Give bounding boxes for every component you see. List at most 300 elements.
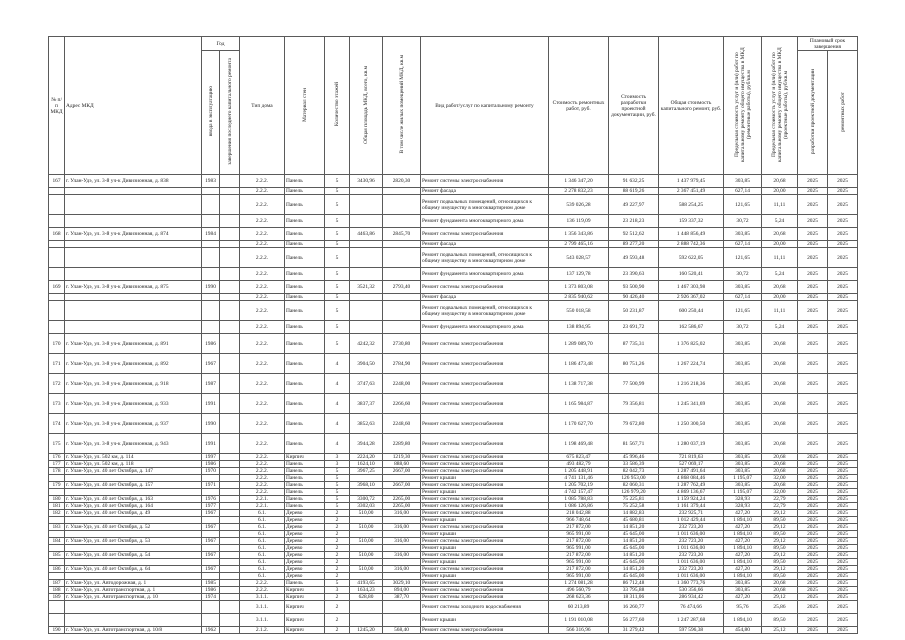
cell-year-commissioned: 1967 bbox=[202, 552, 220, 559]
cell-house-type: 2.1.2. bbox=[240, 627, 285, 634]
cell-residential-area: 2248,00 bbox=[383, 374, 421, 394]
cell-no: 179 bbox=[49, 482, 65, 489]
cell-work-type: Ремонт системы электроснабжения bbox=[421, 482, 549, 489]
cell-year-commissioned: 1987 bbox=[202, 374, 220, 394]
cell-max-cost-design: 20,00 bbox=[762, 188, 798, 195]
header-max-cost-sqm-text: Предельная стоимость услуг и (или) работ по капитальному ремонту общего имущества в МКД (ремонтные работы), руб/кв.м bbox=[733, 47, 752, 162]
cell-total-area: 510,00 bbox=[350, 538, 383, 545]
cell-max-cost-design: 20,68 bbox=[762, 461, 798, 468]
cell-design-cost: 75 252,58 bbox=[609, 503, 659, 510]
cell-year-commissioned bbox=[202, 475, 220, 482]
header-max-cost-design-text: Предельная стоимость услуг и (или) работ по капитальному ремонту общего имущества в МКД (проектные работы), руб/кв.м bbox=[770, 47, 789, 162]
cell-work-type: Ремонт крыши bbox=[421, 531, 549, 538]
cell-max-cost-sqm: 121,65 bbox=[724, 195, 762, 215]
cell-floors: 5 bbox=[325, 195, 350, 215]
table-row bbox=[49, 573, 858, 580]
cell-year-commissioned: 1991 bbox=[202, 394, 220, 414]
cell-total-area: 628,80 bbox=[350, 594, 383, 601]
cell-year-last-repair bbox=[220, 321, 240, 334]
cell-term-design: 2025 bbox=[798, 374, 828, 394]
cell-total-cost: 159 337,32 bbox=[659, 215, 724, 228]
cell-total-cost: 1 360 773,76 bbox=[659, 580, 724, 587]
table-row bbox=[49, 434, 858, 454]
cell-total-cost: 527 069,17 bbox=[659, 461, 724, 468]
table-row bbox=[49, 614, 858, 627]
cell-work-type: Ремонт фасада bbox=[421, 241, 549, 248]
cell-work-type: Ремонт крыши bbox=[421, 475, 549, 482]
cell-floors: 5 bbox=[325, 503, 350, 510]
cell-max-cost-design: 20,68 bbox=[762, 281, 798, 294]
cell-term-design: 2025 bbox=[798, 482, 828, 489]
cell-year-commissioned: 1986 bbox=[202, 461, 220, 468]
cell-repair-cost: 1 138 717,38 bbox=[549, 374, 609, 394]
cell-house-type: 6.1. bbox=[240, 538, 285, 545]
cell-no: 174 bbox=[49, 414, 65, 434]
cell-max-cost-design: 11,11 bbox=[762, 195, 798, 215]
cell-max-cost-sqm: 328,93 bbox=[724, 503, 762, 510]
cell-no: 190 bbox=[49, 627, 65, 634]
cell-floors: 2 bbox=[325, 517, 350, 524]
cell-residential-area: 2793,40 bbox=[383, 281, 421, 294]
cell-design-cost: 33 795,88 bbox=[609, 587, 659, 594]
cell-total-area bbox=[350, 614, 383, 627]
cell-total-area: 3852,63 bbox=[350, 414, 383, 434]
cell-house-type: 6.1. bbox=[240, 573, 285, 580]
cell-term-repair: 2025 bbox=[828, 268, 858, 281]
cell-house-type: 2.2.2. bbox=[240, 228, 285, 241]
cell-year-commissioned: 1967 bbox=[202, 524, 220, 531]
cell-term-design: 2025 bbox=[798, 294, 828, 301]
cell-total-area bbox=[350, 559, 383, 566]
cell-address: г. Улан-Удэ, ул. 40 лет Октября, д. 147 bbox=[65, 468, 202, 475]
cell-address bbox=[65, 517, 202, 524]
cell-total-cost: 1 448 856,49 bbox=[659, 228, 724, 241]
cell-term-design: 2025 bbox=[798, 538, 828, 545]
cell-max-cost-sqm: 303,85 bbox=[724, 374, 762, 394]
cell-total-area bbox=[350, 531, 383, 538]
cell-term-repair: 2025 bbox=[828, 248, 858, 268]
cell-year-last-repair bbox=[220, 594, 240, 601]
table-row bbox=[49, 248, 858, 268]
cell-max-cost-design: 20,68 bbox=[762, 374, 798, 394]
cell-term-design: 2025 bbox=[798, 215, 828, 228]
table-row bbox=[49, 468, 858, 475]
cell-floors: 5 bbox=[325, 268, 350, 281]
cell-total-area: 4463,86 bbox=[350, 228, 383, 241]
cell-max-cost-design: 29,12 bbox=[762, 524, 798, 531]
cell-wall-material: Панель bbox=[285, 496, 325, 503]
cell-total-area: 4242,32 bbox=[350, 334, 383, 354]
cell-max-cost-design: 20,68 bbox=[762, 468, 798, 475]
cell-house-type: 2.2.2. bbox=[240, 580, 285, 587]
cell-total-area: 1624,10 bbox=[350, 461, 383, 468]
cell-repair-cost: 539 026,28 bbox=[549, 195, 609, 215]
cell-max-cost-sqm: 303,85 bbox=[724, 175, 762, 188]
cell-max-cost-sqm: 427,20 bbox=[724, 510, 762, 517]
cell-design-cost: 45 645,00 bbox=[609, 531, 659, 538]
cell-residential-area bbox=[383, 545, 421, 552]
cell-year-last-repair bbox=[220, 510, 240, 517]
cell-term-repair: 2025 bbox=[828, 496, 858, 503]
cell-design-cost: 14 882,83 bbox=[609, 510, 659, 517]
cell-total-cost: 1 216 218,36 bbox=[659, 374, 724, 394]
cell-no: 187 bbox=[49, 580, 65, 587]
cell-work-type: Ремонт системы электроснабжения bbox=[421, 374, 549, 394]
cell-max-cost-sqm: 427,20 bbox=[724, 552, 762, 559]
cell-term-repair: 2025 bbox=[828, 489, 858, 496]
cell-repair-cost: 675 823,47 bbox=[549, 454, 609, 461]
cell-work-type: Ремонт крыши bbox=[421, 489, 549, 496]
cell-max-cost-design: 29,12 bbox=[762, 566, 798, 573]
cell-max-cost-sqm: 303,85 bbox=[724, 394, 762, 414]
cell-year-commissioned: 1997 bbox=[202, 454, 220, 461]
cell-residential-area: 888,60 bbox=[383, 461, 421, 468]
cell-total-area bbox=[350, 268, 383, 281]
cell-max-cost-design: 89,50 bbox=[762, 517, 798, 524]
cell-term-repair: 2025 bbox=[828, 601, 858, 614]
cell-term-repair: 2025 bbox=[828, 241, 858, 248]
cell-address bbox=[65, 573, 202, 580]
header-year-commissioned-text: ввода в эксплуатацию bbox=[207, 86, 214, 137]
cell-repair-cost: 217 872,00 bbox=[549, 524, 609, 531]
cell-work-type: Ремонт системы электроснабжения bbox=[421, 510, 549, 517]
cell-house-type: 6.1. bbox=[240, 517, 285, 524]
cell-year-last-repair bbox=[220, 248, 240, 268]
cell-work-type: Ремонт системы электроснабжения bbox=[421, 454, 549, 461]
header-year-commissioned bbox=[202, 51, 220, 175]
cell-floors: 4 bbox=[325, 394, 350, 414]
cell-year-commissioned: 1971 bbox=[202, 482, 220, 489]
cell-repair-cost: 1 373 803,08 bbox=[549, 281, 609, 294]
header-max-cost-design bbox=[762, 37, 798, 175]
cell-residential-area: 2784,90 bbox=[383, 354, 421, 374]
cell-wall-material: Панель bbox=[285, 301, 325, 321]
cell-wall-material: Панель bbox=[285, 294, 325, 301]
cell-wall-material: Панель bbox=[285, 268, 325, 281]
cell-address bbox=[65, 531, 202, 538]
cell-year-last-repair bbox=[220, 580, 240, 587]
header-no: № п/п МКД bbox=[49, 37, 65, 175]
cell-house-type: 2.2.2. bbox=[240, 294, 285, 301]
header-term-design bbox=[798, 51, 828, 175]
cell-repair-cost: 1 289 089,70 bbox=[549, 334, 609, 354]
cell-term-repair: 2025 bbox=[828, 354, 858, 374]
cell-house-type: 2.2.2. bbox=[240, 175, 285, 188]
cell-residential-area: 568,40 bbox=[383, 627, 421, 634]
cell-house-type: 6.1. bbox=[240, 510, 285, 517]
cell-address: г. Улан-Удэ, ул. Автодорожная, д. 1 bbox=[65, 580, 202, 587]
cell-max-cost-design: 20,00 bbox=[762, 241, 798, 248]
cell-year-commissioned: 1984 bbox=[202, 228, 220, 241]
cell-work-type: Ремонт фундамента многоквартирного дома bbox=[421, 215, 549, 228]
cell-total-area bbox=[350, 573, 383, 580]
cell-max-cost-design: 20,68 bbox=[762, 228, 798, 241]
cell-year-last-repair bbox=[220, 281, 240, 294]
cell-no: 170 bbox=[49, 334, 65, 354]
cell-work-type: Ремонт системы электроснабжения bbox=[421, 627, 549, 634]
cell-total-cost: 2 888 742,36 bbox=[659, 241, 724, 248]
table-row bbox=[49, 241, 858, 248]
cell-no bbox=[49, 601, 65, 614]
cell-repair-cost: 493 482,79 bbox=[549, 461, 609, 468]
cell-term-design: 2025 bbox=[798, 496, 828, 503]
cell-term-design: 2025 bbox=[798, 414, 828, 434]
cell-repair-cost: 136 119,09 bbox=[549, 215, 609, 228]
cell-year-commissioned bbox=[202, 531, 220, 538]
cell-design-cost: 79 356,81 bbox=[609, 394, 659, 414]
cell-floors: 5 bbox=[325, 482, 350, 489]
cell-wall-material: Панель bbox=[285, 394, 325, 414]
cell-residential-area: 2289,80 bbox=[383, 434, 421, 454]
cell-max-cost-design: 22,79 bbox=[762, 503, 798, 510]
table-row bbox=[49, 175, 858, 188]
cell-work-type: Ремонт системы электроснабжения bbox=[421, 334, 549, 354]
cell-wall-material: Панель bbox=[285, 414, 325, 434]
cell-address bbox=[65, 601, 202, 614]
cell-wall-material: Панель bbox=[285, 434, 325, 454]
cell-max-cost-sqm: 95,76 bbox=[724, 601, 762, 614]
cell-no: 186 bbox=[49, 566, 65, 573]
cell-no: 180 bbox=[49, 496, 65, 503]
table-row bbox=[49, 215, 858, 228]
cell-residential-area: 2845,70 bbox=[383, 228, 421, 241]
cell-design-cost: 45 645,00 bbox=[609, 545, 659, 552]
cell-house-type: 2.2.2. bbox=[240, 321, 285, 334]
cell-wall-material: Дерево bbox=[285, 559, 325, 566]
cell-design-cost: 23 390,63 bbox=[609, 268, 659, 281]
cell-floors: 2 bbox=[325, 566, 350, 573]
cell-year-last-repair bbox=[220, 489, 240, 496]
cell-design-cost: 45 645,00 bbox=[609, 573, 659, 580]
cell-repair-cost: 217 872,00 bbox=[549, 566, 609, 573]
cell-work-type: Ремонт системы электроснабжения bbox=[421, 468, 549, 475]
cell-residential-area: 387,70 bbox=[383, 594, 421, 601]
cell-wall-material: Кирпич bbox=[285, 627, 325, 634]
cell-year-last-repair bbox=[220, 531, 240, 538]
cell-year-last-repair bbox=[220, 503, 240, 510]
cell-residential-area bbox=[383, 248, 421, 268]
cell-design-cost: 14 851,20 bbox=[609, 552, 659, 559]
cell-term-design: 2025 bbox=[798, 489, 828, 496]
cell-max-cost-design: 89,50 bbox=[762, 545, 798, 552]
table-row bbox=[49, 188, 858, 195]
cell-house-type: 6.1. bbox=[240, 559, 285, 566]
cell-wall-material: Панель bbox=[285, 374, 325, 394]
cell-repair-cost: 1 274 081,28 bbox=[549, 580, 609, 587]
cell-term-design: 2025 bbox=[798, 475, 828, 482]
cell-house-type: 2.2.2. bbox=[240, 489, 285, 496]
cell-year-last-repair bbox=[220, 475, 240, 482]
cell-max-cost-design: 29,12 bbox=[762, 594, 798, 601]
cell-design-cost: 33 586,39 bbox=[609, 461, 659, 468]
cell-floors: 5 bbox=[325, 228, 350, 241]
cell-year-commissioned: 1974 bbox=[202, 594, 220, 601]
cell-total-area: 510,00 bbox=[350, 566, 383, 573]
cell-house-type: 3.1.1. bbox=[240, 594, 285, 601]
cell-no: 168 bbox=[49, 228, 65, 241]
header-total-area-text: Общая площадь МКД, всего, кв.м bbox=[363, 65, 369, 144]
cell-max-cost-design: 5,24 bbox=[762, 321, 798, 334]
cell-design-cost: 126 979,20 bbox=[609, 489, 659, 496]
cell-year-last-repair bbox=[220, 268, 240, 281]
table-row bbox=[49, 294, 858, 301]
table-row bbox=[49, 510, 858, 517]
cell-term-repair: 2025 bbox=[828, 334, 858, 354]
cell-no: 175 bbox=[49, 434, 65, 454]
cell-residential-area: 2266,60 bbox=[383, 394, 421, 414]
cell-max-cost-sqm: 1 894,10 bbox=[724, 545, 762, 552]
table-row bbox=[49, 587, 858, 594]
cell-total-cost: 232 723,20 bbox=[659, 552, 724, 559]
cell-design-cost: 126 953,00 bbox=[609, 475, 659, 482]
cell-total-cost: 1 287 491,64 bbox=[659, 468, 724, 475]
table-row bbox=[49, 503, 858, 510]
cell-term-design: 2025 bbox=[798, 545, 828, 552]
cell-house-type: 6.1. bbox=[240, 531, 285, 538]
cell-term-design: 2025 bbox=[798, 552, 828, 559]
table-row bbox=[49, 228, 858, 241]
cell-residential-area bbox=[383, 215, 421, 228]
cell-residential-area bbox=[383, 601, 421, 614]
cell-total-area bbox=[350, 301, 383, 321]
cell-max-cost-sqm: 427,20 bbox=[724, 524, 762, 531]
cell-floors: 3 bbox=[325, 587, 350, 594]
cell-repair-cost: 1 086 126,86 bbox=[549, 503, 609, 510]
cell-design-cost: 14 851,20 bbox=[609, 538, 659, 545]
cell-year-last-repair bbox=[220, 354, 240, 374]
cell-no: 172 bbox=[49, 374, 65, 394]
cell-work-type: Ремонт системы электроснабжения bbox=[421, 503, 549, 510]
cell-max-cost-design: 20,68 bbox=[762, 434, 798, 454]
cell-floors: 5 bbox=[325, 241, 350, 248]
cell-term-repair: 2025 bbox=[828, 510, 858, 517]
header-year: Год bbox=[202, 37, 240, 51]
cell-total-area bbox=[350, 517, 383, 524]
table-row bbox=[49, 374, 858, 394]
cell-term-repair: 2025 bbox=[828, 475, 858, 482]
cell-term-design: 2025 bbox=[798, 627, 828, 634]
cell-year-last-repair bbox=[220, 188, 240, 195]
cell-max-cost-sqm: 303,85 bbox=[724, 454, 762, 461]
cell-residential-area: 894,00 bbox=[383, 587, 421, 594]
cell-year-last-repair bbox=[220, 414, 240, 434]
cell-address bbox=[65, 195, 202, 215]
cell-year-last-repair bbox=[220, 454, 240, 461]
cell-total-cost: 4 868 084,46 bbox=[659, 475, 724, 482]
cell-max-cost-design: 29,12 bbox=[762, 552, 798, 559]
cell-address bbox=[65, 489, 202, 496]
cell-max-cost-sqm: 303,85 bbox=[724, 354, 762, 374]
cell-total-cost: 1 159 924,24 bbox=[659, 496, 724, 503]
cell-work-type: Ремонт системы электроснабжения bbox=[421, 587, 549, 594]
cell-total-area: 3747,63 bbox=[350, 374, 383, 394]
cell-wall-material: Дерево bbox=[285, 517, 325, 524]
header-term-repair bbox=[828, 51, 858, 175]
table-row bbox=[49, 594, 858, 601]
cell-max-cost-sqm: 1 195,07 bbox=[724, 489, 762, 496]
cell-repair-cost: 218 042,88 bbox=[549, 510, 609, 517]
header-wall-material bbox=[285, 37, 325, 175]
header-house-type: Тип дома bbox=[240, 37, 285, 175]
cell-repair-cost: 2 278 832,23 bbox=[549, 188, 609, 195]
cell-max-cost-design: 11,11 bbox=[762, 301, 798, 321]
cell-design-cost: 80 751,26 bbox=[609, 354, 659, 374]
cell-address: г. Улан-Удэ, ул. 502 км, д. 118 bbox=[65, 461, 202, 468]
cell-residential-area bbox=[383, 475, 421, 482]
cell-no bbox=[49, 559, 65, 566]
cell-year-commissioned bbox=[202, 188, 220, 195]
cell-house-type: 2.2.2. bbox=[240, 394, 285, 414]
cell-floors: 5 bbox=[325, 321, 350, 334]
cell-floors: 3 bbox=[325, 454, 350, 461]
cell-floors: 2 bbox=[325, 524, 350, 531]
cell-year-commissioned bbox=[202, 321, 220, 334]
cell-residential-area bbox=[383, 517, 421, 524]
table-row bbox=[49, 195, 858, 215]
header-total-cost: Общая стоимость капитального ремонт, руб. bbox=[659, 37, 724, 175]
cell-wall-material: Панель bbox=[285, 241, 325, 248]
cell-floors: 3 bbox=[325, 461, 350, 468]
cell-address: г. Улан-Удэ, ул. 3-й уч-к Дивизионная, д. 891 bbox=[65, 334, 202, 354]
cell-repair-cost: 1 085 788,83 bbox=[549, 496, 609, 503]
table-row bbox=[49, 461, 858, 468]
cell-wall-material: Панель bbox=[285, 175, 325, 188]
cell-wall-material: Дерево bbox=[285, 524, 325, 531]
header-residential-area-text: В том числе жилых помещений МКД, кв.м bbox=[398, 55, 405, 154]
cell-design-cost: 23 691,72 bbox=[609, 321, 659, 334]
cell-work-type: Ремонт системы электроснабжения bbox=[421, 228, 549, 241]
cell-year-last-repair bbox=[220, 468, 240, 475]
cell-no: 182 bbox=[49, 510, 65, 517]
cell-max-cost-sqm: 30,72 bbox=[724, 268, 762, 281]
cell-total-cost: 1 250 300,50 bbox=[659, 414, 724, 434]
cell-house-type: 2.2.2. bbox=[240, 475, 285, 482]
table-row bbox=[49, 559, 858, 566]
cell-max-cost-design: 20,00 bbox=[762, 294, 798, 301]
cell-repair-cost: 1 356 343,86 bbox=[549, 228, 609, 241]
cell-term-repair: 2025 bbox=[828, 468, 858, 475]
cell-floors: 5 bbox=[325, 188, 350, 195]
cell-no: 173 bbox=[49, 394, 65, 414]
cell-year-last-repair bbox=[220, 394, 240, 414]
cell-house-type: 2.2.1. bbox=[240, 496, 285, 503]
cell-year-commissioned: 1967 bbox=[202, 354, 220, 374]
cell-term-design: 2025 bbox=[798, 334, 828, 354]
cell-max-cost-sqm: 427,20 bbox=[724, 594, 762, 601]
header-floors bbox=[325, 37, 350, 175]
table-row bbox=[49, 414, 858, 434]
cell-work-type: Ремонт системы электроснабжения bbox=[421, 580, 549, 587]
cell-max-cost-design: 29,12 bbox=[762, 538, 798, 545]
cell-year-last-repair bbox=[220, 228, 240, 241]
cell-max-cost-design: 20,68 bbox=[762, 482, 798, 489]
cell-floors: 5 bbox=[325, 215, 350, 228]
cell-max-cost-sqm: 303,85 bbox=[724, 482, 762, 489]
table-row bbox=[49, 489, 858, 496]
table-row bbox=[49, 354, 858, 374]
cell-max-cost-design: 89,50 bbox=[762, 531, 798, 538]
cell-repair-cost: 1 186 473,48 bbox=[549, 354, 609, 374]
cell-total-cost: 232 723,20 bbox=[659, 566, 724, 573]
cell-floors: 2 bbox=[325, 538, 350, 545]
cell-term-design: 2025 bbox=[798, 517, 828, 524]
cell-term-repair: 2025 bbox=[828, 195, 858, 215]
cell-house-type: 6.1. bbox=[240, 566, 285, 573]
table-body bbox=[49, 175, 858, 634]
cell-max-cost-sqm: 427,20 bbox=[724, 538, 762, 545]
cell-floors: 2 bbox=[325, 594, 350, 601]
header-planned-term: Плановый срок завершения bbox=[798, 37, 858, 51]
